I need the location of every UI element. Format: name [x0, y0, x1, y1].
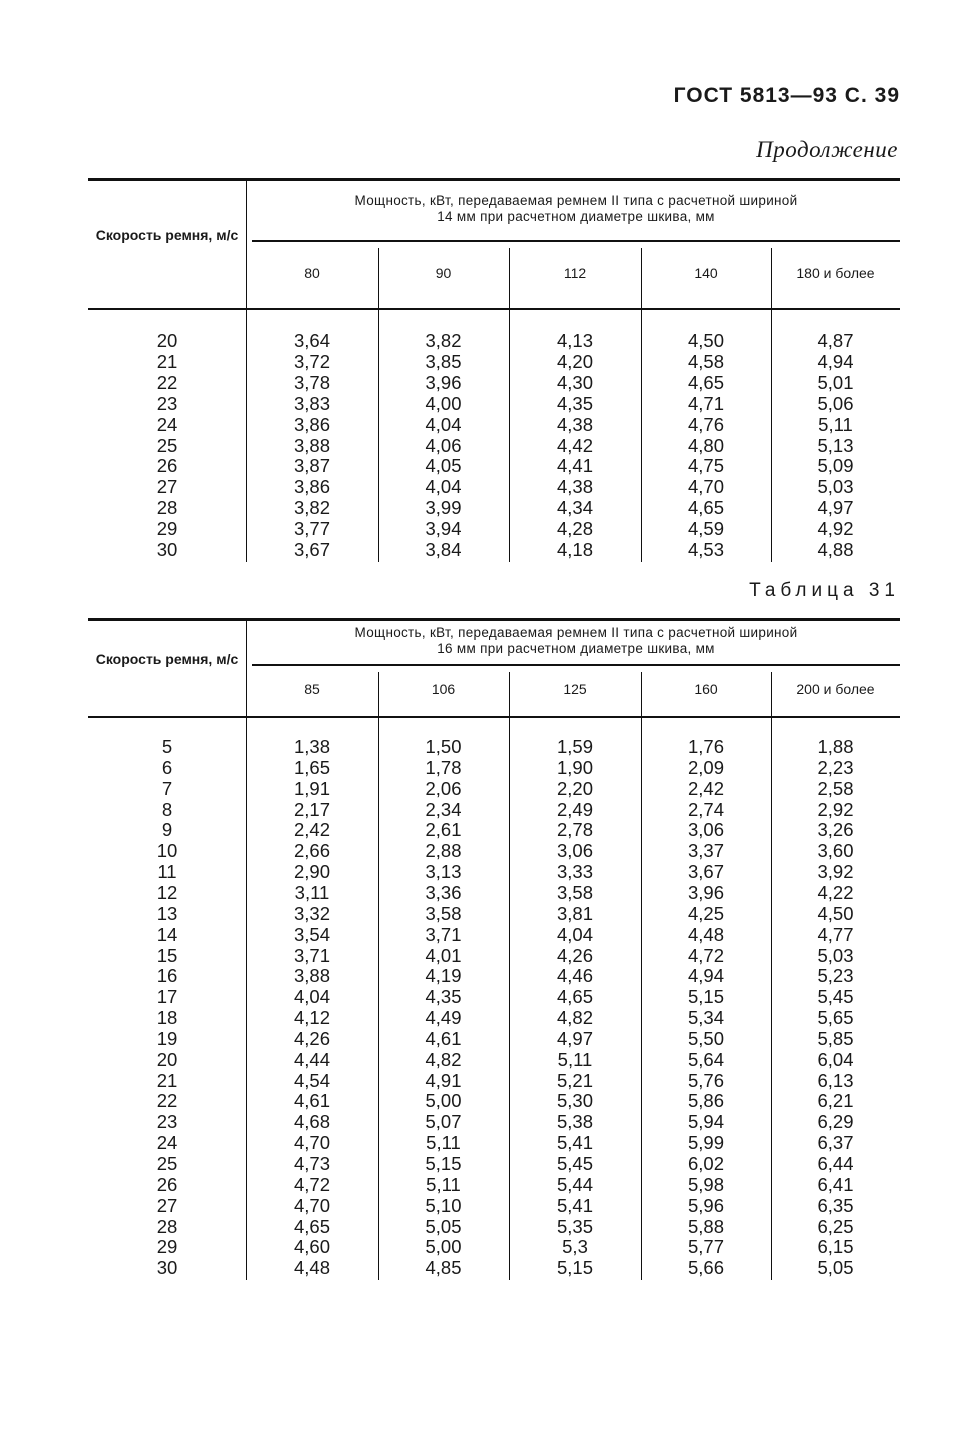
- power-cell: 5,45: [556, 1153, 593, 1174]
- power-cell: 5,03: [817, 476, 854, 498]
- power-cell: 5,23: [817, 965, 854, 987]
- header-divider-rule: [252, 664, 900, 666]
- power-cell: 4,26: [293, 1027, 330, 1049]
- power-table-14mm: [88, 178, 900, 562]
- power-header-line1: Мощность, кВт, передаваемая ремнем II типа с расчетной шириной: [354, 193, 798, 208]
- power-cell: 2,58: [817, 777, 854, 799]
- power-cell: 3,84: [425, 539, 462, 560]
- power-cell: 6,15: [817, 1236, 854, 1258]
- power-cell: 4,60: [293, 1236, 330, 1258]
- power-cell: 5,64: [687, 1048, 724, 1070]
- power-cell: 3,86: [293, 476, 330, 498]
- speed-cell: 30: [156, 1257, 178, 1279]
- speed-cell: 21: [156, 1069, 178, 1091]
- power-cell: 1,91: [293, 777, 330, 799]
- speed-cell: 27: [156, 1194, 178, 1216]
- power-cell: 3,94: [425, 518, 462, 540]
- power-cell: 5,13: [817, 434, 854, 456]
- power-cell: 6,21: [817, 1090, 854, 1112]
- diameter-column-header: 140: [694, 265, 718, 281]
- power-cell: 4,59: [687, 518, 724, 540]
- power-cell: 1,76: [687, 736, 724, 757]
- power-cell: 5,94: [687, 1111, 724, 1133]
- power-cell: 5,77: [687, 1236, 724, 1258]
- power-cell: 3,54: [293, 923, 330, 945]
- power-cell: 4,76: [687, 413, 724, 435]
- power-cell: 5,44: [556, 1173, 593, 1195]
- power-cell: 5,65: [817, 1007, 854, 1029]
- diameter-column-header: 112: [563, 265, 587, 281]
- speed-cell: 28: [156, 497, 178, 519]
- power-cell: 4,72: [293, 1173, 330, 1195]
- power-cell: 4,65: [687, 497, 724, 519]
- speed-cell: 25: [156, 434, 178, 456]
- power-cell: 4,13: [556, 330, 593, 351]
- speed-cell: 26: [156, 1173, 178, 1195]
- speed-cell: 9: [161, 819, 173, 841]
- power-cell: 4,97: [817, 497, 854, 519]
- power-cell: 5,03: [817, 944, 854, 966]
- power-cell: 4,71: [687, 392, 724, 414]
- power-cell: 3,58: [556, 881, 593, 903]
- power-cell: 4,88: [817, 539, 854, 560]
- speed-cell: 19: [156, 1027, 178, 1049]
- power-cell: 4,01: [425, 944, 462, 966]
- power-cell: 4,34: [556, 497, 593, 519]
- power-cell: 3,67: [293, 539, 330, 560]
- power-cell: 4,50: [817, 902, 854, 924]
- power-cell: 1,50: [425, 736, 462, 757]
- speed-cell: 23: [156, 1111, 178, 1133]
- diameter-column-header: 125: [563, 681, 587, 697]
- power-cell: 5,15: [556, 1257, 593, 1279]
- power-cell: 4,65: [293, 1215, 330, 1237]
- power-cell: 4,70: [293, 1132, 330, 1154]
- power-cell: 3,13: [425, 861, 462, 883]
- power-cell: 2,20: [556, 777, 593, 799]
- power-cell: 4,26: [556, 944, 593, 966]
- power-cell: 3,86: [293, 413, 330, 435]
- power-cell: 4,38: [556, 476, 593, 498]
- table-title: Таблица 31: [749, 580, 900, 601]
- speed-cell: 8: [161, 798, 173, 820]
- power-cell: 5,15: [425, 1153, 462, 1174]
- speed-cell: 5: [161, 736, 173, 757]
- power-cell: 3,37: [687, 840, 724, 862]
- power-cell: 2,88: [425, 840, 462, 862]
- power-cell: 4,53: [687, 539, 724, 560]
- page-header: ГОСТ 5813—93 С. 39: [673, 84, 900, 107]
- speed-cell: 22: [156, 371, 178, 393]
- power-cell: 4,91: [425, 1069, 462, 1091]
- power-header: [252, 193, 900, 225]
- power-cell: 4,28: [556, 518, 593, 540]
- power-cell: 4,65: [556, 986, 593, 1008]
- power-cell: 5,85: [817, 1027, 854, 1049]
- power-cell: 4,19: [425, 965, 462, 987]
- power-cell: 3,36: [425, 881, 462, 903]
- power-cell: 3,72: [293, 350, 330, 372]
- power-cell: 6,44: [817, 1153, 854, 1174]
- diameter-column-header: 85: [304, 681, 320, 697]
- power-cell: 6,35: [817, 1194, 854, 1216]
- power-cell: 5,86: [687, 1090, 724, 1112]
- diameter-column-header: 160: [694, 681, 718, 697]
- power-cell: 5,66: [687, 1257, 724, 1279]
- power-cell: 5,05: [817, 1257, 854, 1279]
- power-cell: 6,25: [817, 1215, 854, 1237]
- speed-cell: 13: [156, 902, 178, 924]
- power-cell: 5,10: [425, 1194, 462, 1216]
- power-cell: 4,12: [293, 1007, 330, 1029]
- power-cell: 4,25: [687, 902, 724, 924]
- power-cell: 3,85: [425, 350, 462, 372]
- power-cell: 3,88: [293, 965, 330, 987]
- diameter-column-header: 90: [435, 265, 452, 281]
- power-cell: 6,37: [817, 1132, 854, 1154]
- power-cell: 4,75: [687, 455, 724, 477]
- power-cell: 4,58: [687, 350, 724, 372]
- diameter-column-header: 106: [431, 681, 456, 697]
- power-cell: 3,06: [687, 819, 724, 841]
- power-cell: 4,30: [556, 371, 593, 393]
- power-cell: 6,13: [817, 1069, 854, 1091]
- power-cell: 3,58: [425, 902, 462, 924]
- speed-cell: 10: [156, 840, 178, 862]
- continuation-label: Продолжение: [756, 137, 898, 162]
- speed-cell: 26: [156, 455, 178, 477]
- speed-cell: 14: [156, 923, 178, 945]
- power-header-line2: 14 мм при расчетном диаметре шкива, мм: [437, 209, 715, 224]
- power-cell: 1,65: [293, 756, 330, 778]
- power-cell: 3,96: [425, 371, 462, 393]
- power-cell: 5,88: [687, 1215, 724, 1237]
- power-cell: 6,04: [817, 1048, 854, 1070]
- speed-cell: 15: [156, 944, 178, 966]
- power-cell: 2,06: [425, 777, 462, 799]
- power-cell: 4,41: [556, 455, 593, 477]
- power-cell: 2,66: [293, 840, 330, 862]
- power-cell: 5,11: [426, 1173, 461, 1195]
- speed-cell: 29: [156, 518, 178, 540]
- speed-cell: 25: [156, 1153, 178, 1174]
- power-cell: 4,04: [425, 476, 462, 498]
- power-cell: 4,04: [293, 986, 330, 1008]
- power-cell: 4,42: [556, 434, 593, 456]
- power-cell: 5,50: [687, 1027, 724, 1049]
- power-cell: 2,09: [687, 756, 724, 778]
- power-cell: 2,34: [425, 798, 462, 820]
- power-cell: 4,04: [556, 923, 593, 945]
- power-cell: 1,38: [293, 736, 330, 757]
- speed-column-header: Скорость ремня, м/с: [95, 651, 239, 667]
- power-cell: 4,70: [687, 476, 724, 498]
- power-cell: 2,17: [293, 798, 330, 820]
- speed-cell: 17: [156, 986, 178, 1008]
- power-cell: 4,61: [293, 1090, 330, 1112]
- power-cell: 4,54: [293, 1069, 330, 1091]
- power-cell: 3,32: [293, 902, 330, 924]
- speed-cell: 24: [156, 1132, 178, 1154]
- power-cell: 5,30: [556, 1090, 593, 1112]
- power-cell: 5,00: [425, 1090, 462, 1112]
- speed-cell: 22: [156, 1090, 178, 1112]
- power-cell: 5,38: [556, 1111, 593, 1133]
- power-cell: 4,72: [687, 944, 724, 966]
- power-cell: 5,45: [817, 986, 854, 1008]
- speed-cell: 30: [156, 539, 178, 560]
- power-cell: 6,41: [817, 1173, 854, 1195]
- speed-cell: 16: [156, 965, 178, 987]
- power-cell: 2,23: [817, 756, 854, 778]
- power-cell: 4,48: [293, 1257, 330, 1279]
- table-top-rule: [88, 618, 900, 621]
- power-cell: 4,38: [556, 413, 593, 435]
- speed-cell: 12: [156, 881, 178, 903]
- power-cell: 5,11: [426, 1132, 461, 1154]
- diameter-column-header: 200 и более: [796, 681, 875, 697]
- power-cell: 5,00: [425, 1236, 462, 1258]
- power-cell: 4,46: [556, 965, 593, 987]
- power-cell: 5,11: [557, 1048, 593, 1070]
- power-cell: 4,80: [687, 434, 724, 456]
- power-cell: 3,99: [425, 497, 462, 519]
- power-cell: 3,96: [687, 881, 724, 903]
- power-cell: 4,82: [556, 1007, 593, 1029]
- power-cell: 3,33: [556, 861, 593, 883]
- speed-cell: 27: [156, 476, 178, 498]
- power-header-line2: 16 мм при расчетном диаметре шкива, мм: [437, 641, 715, 656]
- power-cell: 3,81: [556, 902, 593, 924]
- power-cell: 4,65: [687, 371, 724, 393]
- power-cell: 3,78: [293, 371, 330, 393]
- power-header-line1: Мощность, кВт, передаваемая ремнем II типа с расчетной шириной: [354, 625, 798, 640]
- power-cell: 5,41: [556, 1132, 593, 1154]
- header-bottom-rule: [88, 716, 900, 718]
- power-cell: 3,71: [293, 944, 330, 966]
- power-cell: 5,34: [687, 1007, 724, 1029]
- power-cell: 4,68: [293, 1111, 330, 1133]
- power-cell: 5,98: [687, 1173, 724, 1195]
- power-cell: 2,61: [425, 819, 462, 841]
- power-cell: 2,92: [817, 798, 854, 820]
- power-table-16mm: [88, 618, 900, 1280]
- power-cell: 3,77: [293, 518, 330, 540]
- power-cell: 4,92: [817, 518, 854, 540]
- power-cell: 4,87: [817, 330, 854, 351]
- speed-cell: 29: [156, 1236, 178, 1258]
- power-cell: 5,07: [425, 1111, 462, 1133]
- speed-column-header: Скорость ремня, м/с: [95, 227, 239, 243]
- power-cell: 6,02: [687, 1153, 724, 1174]
- power-cell: 6,29: [817, 1111, 854, 1133]
- power-cell: 3,82: [293, 497, 330, 519]
- power-cell: 4,49: [425, 1007, 462, 1029]
- power-cell: 3,64: [293, 330, 330, 351]
- power-cell: 4,00: [425, 392, 462, 414]
- power-cell: 4,20: [556, 350, 593, 372]
- power-cell: 5,21: [556, 1069, 593, 1091]
- speed-cell: 21: [156, 350, 178, 372]
- power-cell: 4,85: [425, 1257, 462, 1279]
- power-cell: 4,61: [425, 1027, 462, 1049]
- speed-cell: 20: [156, 1048, 178, 1070]
- power-cell: 4,18: [556, 539, 593, 560]
- power-cell: 4,48: [687, 923, 724, 945]
- power-cell: 5,01: [817, 371, 854, 393]
- power-cell: 4,06: [425, 434, 462, 456]
- header-divider-rule: [252, 240, 900, 242]
- power-cell: 3,82: [425, 330, 462, 351]
- power-cell: 5,41: [556, 1194, 593, 1216]
- power-cell: 4,94: [687, 965, 724, 987]
- power-cell: 5,76: [687, 1069, 724, 1091]
- power-cell: 2,74: [687, 798, 724, 820]
- power-cell: 3,88: [293, 434, 330, 456]
- table-top-rule: [88, 178, 900, 181]
- power-cell: 4,94: [817, 350, 854, 372]
- power-cell: 4,04: [425, 413, 462, 435]
- speed-cell: 20: [156, 330, 178, 351]
- power-cell: 3,92: [817, 861, 854, 883]
- power-cell: 5,3: [562, 1236, 588, 1258]
- power-cell: 4,73: [293, 1153, 330, 1174]
- power-header: [252, 625, 900, 657]
- power-cell: 3,26: [817, 819, 854, 841]
- power-cell: 3,87: [293, 455, 330, 477]
- power-cell: 5,09: [817, 455, 854, 477]
- power-cell: 3,06: [556, 840, 593, 862]
- power-cell: 4,97: [556, 1027, 593, 1049]
- power-cell: 4,77: [817, 923, 854, 945]
- power-cell: 1,78: [425, 756, 462, 778]
- power-cell: 5,15: [687, 986, 724, 1008]
- power-cell: 4,35: [556, 392, 593, 414]
- power-cell: 4,22: [817, 881, 854, 903]
- power-cell: 4,05: [425, 455, 462, 477]
- power-cell: 2,49: [556, 798, 593, 820]
- diameter-column-header: 80: [304, 265, 320, 281]
- speed-cell: 11: [157, 861, 177, 883]
- speed-cell: 6: [161, 756, 173, 778]
- power-cell: 4,35: [425, 986, 462, 1008]
- power-cell: 3,71: [425, 923, 462, 945]
- power-cell: 4,50: [687, 330, 724, 351]
- speed-cell: 7: [161, 777, 173, 799]
- power-cell: 3,67: [687, 861, 724, 883]
- power-cell: 5,99: [687, 1132, 724, 1154]
- power-cell: 3,83: [293, 392, 330, 414]
- power-cell: 5,05: [425, 1215, 462, 1237]
- power-cell: 4,82: [425, 1048, 462, 1070]
- power-cell: 3,60: [817, 840, 854, 862]
- speed-cell: 23: [156, 392, 178, 414]
- header-bottom-rule: [88, 308, 900, 310]
- power-cell: 4,44: [293, 1048, 330, 1070]
- power-cell: 4,70: [293, 1194, 330, 1216]
- power-cell: 2,42: [293, 819, 330, 841]
- power-cell: 1,88: [817, 736, 854, 757]
- speed-cell: 28: [156, 1215, 178, 1237]
- power-cell: 2,42: [687, 777, 724, 799]
- power-cell: 5,96: [687, 1194, 724, 1216]
- diameter-column-header: 180 и более: [796, 265, 875, 281]
- speed-cell: 18: [156, 1007, 178, 1029]
- power-cell: 1,59: [556, 736, 593, 757]
- power-cell: 5,06: [817, 392, 854, 414]
- power-cell: 2,90: [293, 861, 330, 883]
- power-cell: 5,35: [556, 1215, 593, 1237]
- power-cell: 1,90: [556, 756, 593, 778]
- power-cell: 5,11: [818, 413, 853, 435]
- speed-cell: 24: [156, 413, 178, 435]
- power-cell: 3,11: [294, 881, 330, 903]
- power-cell: 2,78: [556, 819, 593, 841]
